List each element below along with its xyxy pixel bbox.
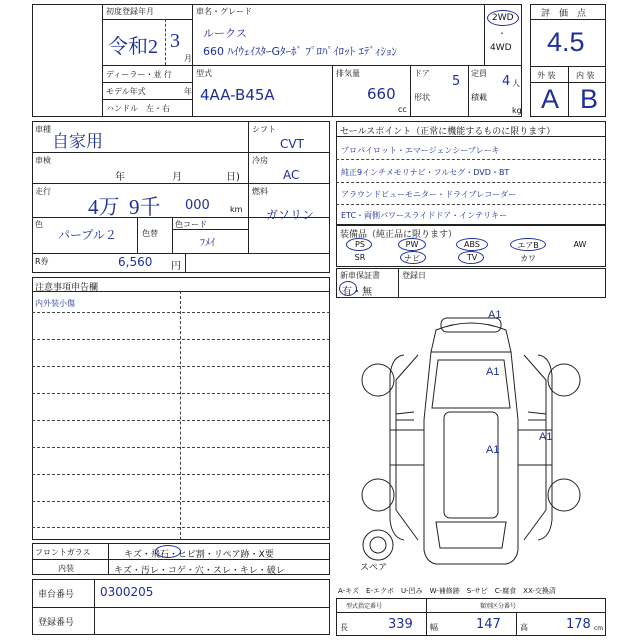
inspection-day: 日) xyxy=(226,172,240,183)
color-code: ﾌﾒｲ xyxy=(200,238,215,249)
wheel-rear-left xyxy=(362,479,394,511)
mileage-label: 走行 xyxy=(35,187,51,196)
car-name: ルークス xyxy=(203,27,247,40)
car-outline-front xyxy=(431,323,511,352)
doors: 5 xyxy=(452,74,461,89)
wheel-front-left xyxy=(362,364,394,396)
equipment-label: 装備品（純正品に限ります） xyxy=(340,230,458,240)
airbag-circle xyxy=(510,238,546,251)
interior-label: 内 装 xyxy=(576,71,595,80)
notes-text: 内外装小傷 xyxy=(35,299,75,308)
damage-mark-bumper: A1 xyxy=(488,309,502,321)
equip-ps: PS xyxy=(355,240,365,249)
plate-label: 車種 xyxy=(35,125,51,134)
top-left-frame xyxy=(32,4,522,117)
warranty-value: 有・無 xyxy=(342,287,372,298)
wheel-rear-right xyxy=(548,479,580,511)
model-year-label: モデル年式 xyxy=(106,87,146,96)
interior-grade: B xyxy=(580,84,599,114)
registration-label: 初度登録年月 xyxy=(106,7,154,16)
recycle-value: 6,560 xyxy=(118,255,153,269)
pw-circle xyxy=(398,238,426,251)
car-grade: 660 ﾊｲｳｪｲｽﾀｰGﾀｰﾎﾞ ﾌﾟﾛﾊﾟｲﾛｯﾄ ｴﾃﾞｨｼｮﾝ xyxy=(203,45,398,58)
rear-window xyxy=(436,522,506,548)
inspection-label: 車検 xyxy=(35,156,51,165)
interior-row-value: キズ・汚レ・コゲ・穴・スレ・キレ・破レ xyxy=(114,566,285,576)
aircon-value: AC xyxy=(283,168,300,182)
sales-point-4: ETC・両側パワースライドドア・インテリキー xyxy=(341,211,508,220)
kg-unit: kg xyxy=(512,106,522,115)
equip-pw: PW xyxy=(405,240,419,249)
model-year-unit: 年 xyxy=(184,87,192,96)
warranty-circle xyxy=(339,281,357,296)
length-label: 長 xyxy=(340,623,348,632)
right-side-inner xyxy=(524,355,546,540)
inspection-year: 年 xyxy=(115,172,125,183)
mileage-rest: 000 xyxy=(185,198,210,213)
displacement: 660 xyxy=(367,85,396,103)
mileage-sen: 9千 xyxy=(129,195,161,219)
capacity: 4 xyxy=(502,74,511,89)
notes-label: 注意事項申告欄 xyxy=(35,283,99,293)
right-side xyxy=(538,355,552,540)
drive-dot: ・ xyxy=(498,29,506,38)
tv-circle xyxy=(458,251,484,264)
shift-value: CVT xyxy=(280,137,304,151)
dim-label-1: 型式指定番号 xyxy=(346,603,383,610)
width-label: 幅 xyxy=(430,623,438,632)
rating-label: 評 価 点 xyxy=(541,9,587,19)
height-label: 高 xyxy=(520,623,528,632)
capacity-unit: 人 xyxy=(512,79,520,88)
navi-circle xyxy=(400,251,426,264)
ps-circle xyxy=(346,238,372,251)
color-label: 色 xyxy=(35,220,43,229)
color-code-label: 色コード xyxy=(175,220,207,229)
mileage-man: 4万 xyxy=(88,195,120,219)
model-label: 型式 xyxy=(196,69,212,78)
glass-label: フロントガラス xyxy=(35,548,91,557)
rating-score: 4.5 xyxy=(547,27,585,57)
recycle-label: R券 xyxy=(35,257,49,266)
spare-wheel xyxy=(363,530,393,560)
sales-point-1: プロパイロット・エマージェンシーブレーキ xyxy=(341,146,500,155)
recycle-unit: 円 xyxy=(171,261,181,272)
registration-date-label: 登録日 xyxy=(402,271,426,280)
model-code: 4AA-B45A xyxy=(200,86,275,104)
glass-value: キズ・飛石・ヒビ割・リペア跡・X要 xyxy=(124,550,274,560)
chassis-value: 0300205 xyxy=(100,585,154,599)
shift-label: シフト xyxy=(252,125,276,134)
car-diagram xyxy=(336,300,606,580)
inspection-month: 月 xyxy=(172,172,182,183)
spare-label: スペア xyxy=(360,563,388,573)
equip-navi: ナビ xyxy=(404,254,420,263)
chip-circle xyxy=(155,545,181,558)
chassis-label: 車台番号 xyxy=(38,590,75,600)
aircon-label: 冷房 xyxy=(252,156,268,165)
damage-mark-roof: A1 xyxy=(486,444,500,456)
left-side-inner xyxy=(396,355,418,540)
equip-tv: TV xyxy=(466,253,478,262)
registration-era: 令和2 xyxy=(108,36,158,58)
color-tone-label: 色替 xyxy=(142,229,158,238)
width-value: 147 xyxy=(476,617,501,632)
damage-legend: A-キズ E-エクボ U-凹み W-補修跡 S-サビ C-腐食 XX-交換済 xyxy=(338,587,556,595)
drive-4wd: 4WD xyxy=(490,43,512,53)
left-side xyxy=(390,355,404,540)
damage-mark-right: A1 xyxy=(539,431,553,443)
dim-label-2: 類別区分番号 xyxy=(480,603,517,610)
roof xyxy=(444,412,498,518)
car-body-top xyxy=(424,352,518,564)
height-unit: cm xyxy=(594,625,604,632)
displacement-label: 排気量 xyxy=(336,69,360,78)
capacity-label: 定員 xyxy=(471,69,487,78)
reg-number-label: 登録番号 xyxy=(38,618,75,628)
equip-sr: SR xyxy=(354,253,366,262)
exterior-grade: A xyxy=(541,84,560,114)
interior-row-label: 内装 xyxy=(58,564,74,573)
drive-2wd: 2WD xyxy=(492,13,514,23)
equip-abs: ABS xyxy=(464,240,480,249)
plate-value: 自家用 xyxy=(52,132,103,152)
wheel-front-right xyxy=(548,364,580,396)
shape-label: 形状 xyxy=(414,93,430,102)
sales-point-2: 純正9インチメモリナビ・フルセグ・DVD・BT xyxy=(341,168,510,177)
handle-label: ハンドル 左・右 xyxy=(106,104,170,113)
dealer-label: ディーラー・並 行 xyxy=(106,70,172,79)
height-value: 178 xyxy=(566,617,591,632)
fuel-label: 燃料 xyxy=(252,187,268,196)
load-label: 積載 xyxy=(471,93,487,102)
registration-month: 3 xyxy=(170,30,180,52)
equip-aw: AW xyxy=(573,240,587,249)
color-value: パープル２ xyxy=(58,228,117,242)
abs-circle xyxy=(456,238,488,251)
fuel-value: ガソリン xyxy=(266,208,315,222)
length-value: 339 xyxy=(388,617,413,632)
equip-airbag: エアB xyxy=(517,241,539,250)
warranty-label: 新車保証書 xyxy=(340,271,380,280)
cc-unit: cc xyxy=(398,105,407,114)
exterior-label: 外 装 xyxy=(537,71,556,80)
sales-point-3: アラウンドビューモニター・ドライブレコーダー xyxy=(341,190,517,199)
month-unit: 月 xyxy=(184,54,192,63)
door-label: ドア xyxy=(414,69,430,78)
carname-label: 車名・グレード xyxy=(196,7,252,16)
equip-leather: カワ xyxy=(520,254,536,263)
damage-mark-hood: A1 xyxy=(486,366,500,378)
mileage-unit: km xyxy=(230,205,243,214)
sales-points-label: セールスポイント（正常に機能するものに限ります） xyxy=(340,127,556,137)
